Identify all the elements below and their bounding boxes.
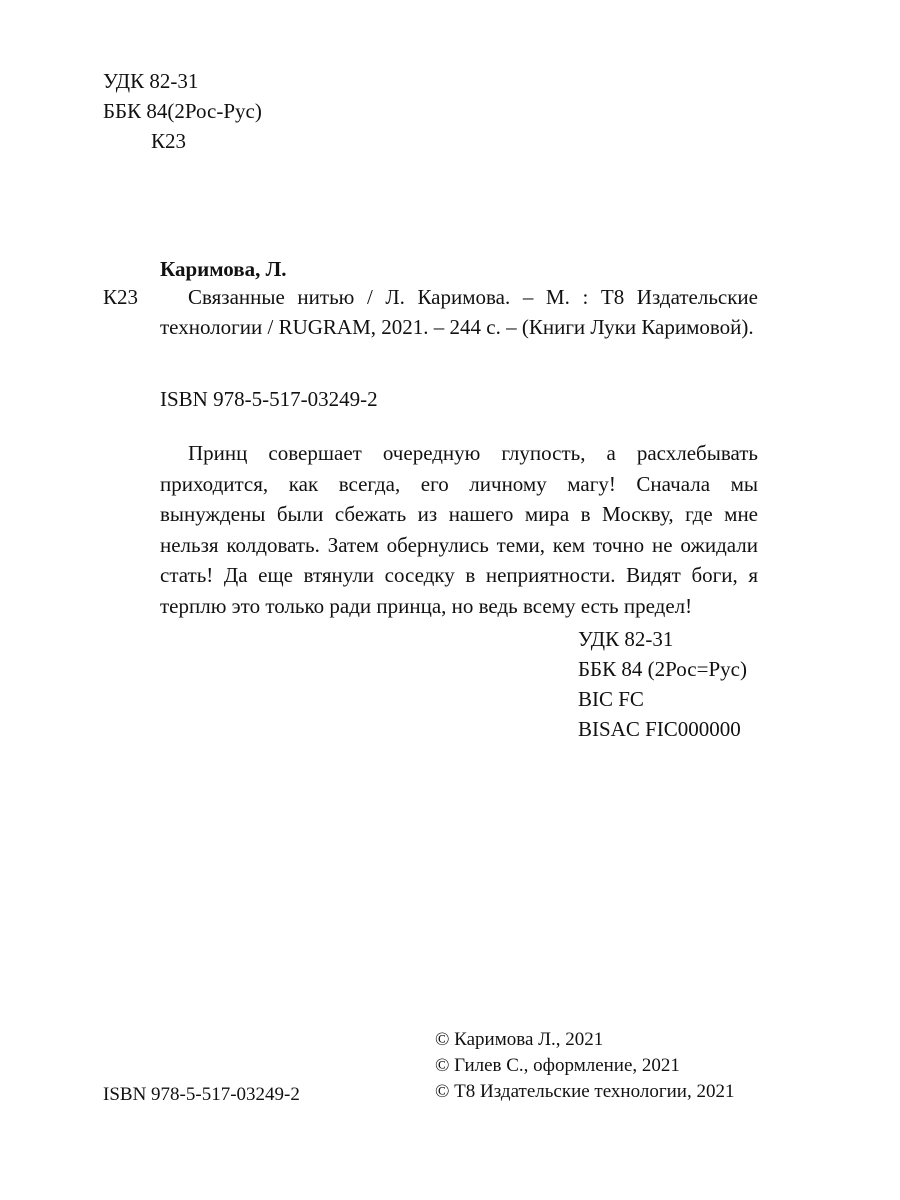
copyright-line: © Т8 Издательские технологии, 2021 bbox=[435, 1081, 735, 1102]
copyright-line: © Гилев С., оформление, 2021 bbox=[435, 1055, 680, 1076]
isbn-footer: ISBN 978-5-517-03249-2 bbox=[103, 1084, 300, 1105]
bibliographic-description: Связанные нитью / Л. Каримова. – М. : Т8 Издательские технологии / RUGRAM, 2021. – 244 с. – (Книги Луки Каримовой). bbox=[160, 285, 758, 339]
udk-code-bottom: УДК 82-31 bbox=[578, 627, 674, 651]
bisac-code: BISAC FIC000000 bbox=[578, 717, 741, 741]
bic-code: BIC FC bbox=[578, 687, 644, 711]
author-name: Каримова, Л. bbox=[160, 257, 287, 281]
bbk-code-bottom: ББК 84 (2Рос=Рус) bbox=[578, 657, 747, 681]
top-classification bbox=[103, 66, 262, 156]
bottom-classification bbox=[578, 624, 747, 744]
author-mark: К23 bbox=[151, 129, 187, 153]
udk-code: УДК 82-31 bbox=[103, 69, 199, 93]
annotation: Принц совершает очередную глупость, а расхлебывать приходится, как всегда, его личному магу! Сначала мы вынуждены были сбежать из нашего мира в Москву, где мне нельзя колдовать. Затем обернулись теми, кем точно не ожидали стать! Да еще втянули соседку в неприятности. Видят боги, я терплю это только ради принца, но ведь всему есть предел! bbox=[160, 441, 758, 618]
isbn-main: ISBN 978-5-517-03249-2 bbox=[160, 387, 378, 411]
copyright-line: © Каримова Л., 2021 bbox=[435, 1029, 604, 1050]
bbk-code: ББК 84(2Рос-Рус) bbox=[103, 99, 262, 123]
entry-author-mark: К23 bbox=[103, 285, 139, 309]
copyright-block bbox=[435, 1027, 734, 1105]
